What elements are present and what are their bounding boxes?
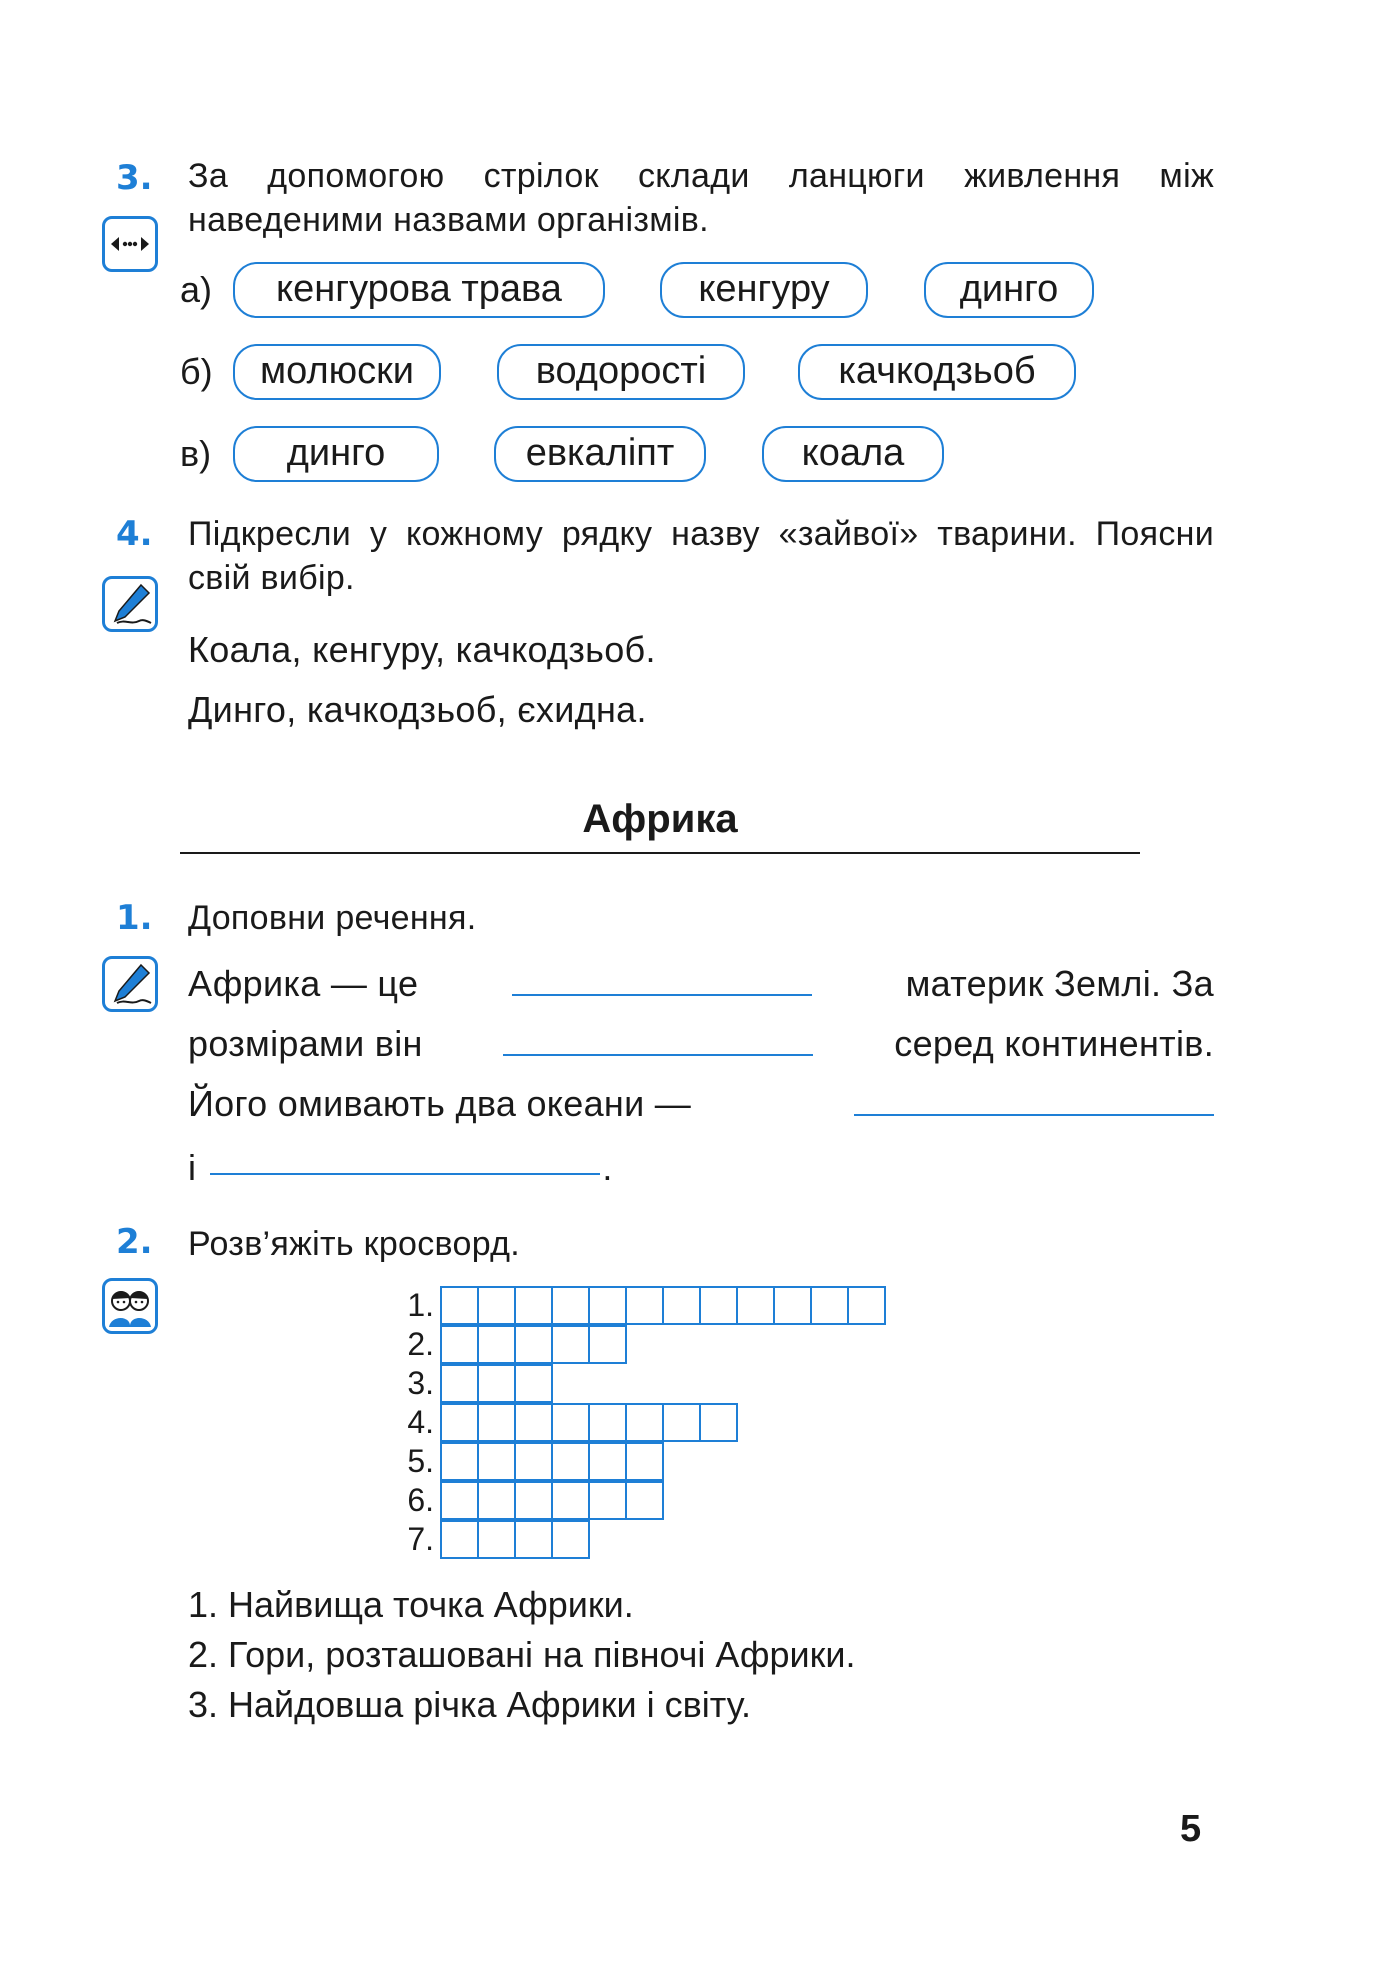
crossword-row-number: 2. — [407, 1326, 434, 1362]
crossword-cell[interactable] — [551, 1403, 590, 1442]
crossword-cell[interactable] — [514, 1364, 553, 1403]
crossword-cell[interactable] — [551, 1520, 590, 1559]
crossword-cell[interactable] — [662, 1403, 701, 1442]
task-4-line-2[interactable]: Динго, качкодзьоб, єхидна. — [188, 689, 647, 730]
crossword-cell[interactable] — [440, 1286, 479, 1325]
crossword-cell[interactable] — [588, 1481, 627, 1520]
crossword-cell[interactable] — [514, 1520, 553, 1559]
crossword-cell[interactable] — [588, 1442, 627, 1481]
sentence-line-1 — [188, 960, 1214, 1008]
section-divider — [180, 852, 1140, 854]
two-children-icon — [102, 1278, 158, 1334]
crossword-cell[interactable] — [514, 1286, 553, 1325]
pen-write-icon — [102, 576, 158, 632]
crossword-cell[interactable] — [477, 1364, 516, 1403]
organism-pill[interactable]: динго — [233, 426, 439, 482]
sentence-1-part-b: материк Землі. За — [905, 963, 1214, 1004]
crossword-cell[interactable] — [477, 1481, 516, 1520]
organism-pill[interactable]: кенгуру — [660, 262, 868, 318]
sentence-2-part-b: серед континентів. — [894, 1023, 1214, 1064]
row-v-label: в) — [180, 433, 212, 474]
crossword-row-number: 1. — [407, 1287, 434, 1323]
sentence-3-part-a: Його омивають два океани — — [188, 1083, 692, 1124]
crossword-cell[interactable] — [588, 1286, 627, 1325]
crossword-cell[interactable] — [699, 1286, 738, 1325]
crossword-cell[interactable] — [477, 1520, 516, 1559]
section-title: Африка — [582, 797, 738, 841]
row-a-label: а) — [180, 269, 213, 310]
organism-pill[interactable]: кенгурова трава — [233, 262, 605, 318]
crossword-cells — [440, 1286, 884, 1323]
crossword-cells — [440, 1364, 551, 1401]
crossword-cell[interactable] — [736, 1286, 775, 1325]
crossword-cell[interactable] — [847, 1286, 886, 1325]
crossword-cells — [440, 1520, 588, 1557]
sentence-line-2 — [188, 1020, 1214, 1068]
crossword-cell[interactable] — [625, 1481, 664, 1520]
crossword-cell[interactable] — [625, 1286, 664, 1325]
organism-pill[interactable]: евкаліпт — [494, 426, 706, 482]
sentence-line-3 — [188, 1080, 1214, 1128]
crossword-cell[interactable] — [514, 1442, 553, 1481]
crossword-row-number: 6. — [407, 1482, 434, 1518]
crossword-cell[interactable] — [440, 1481, 479, 1520]
crossword-row-number: 3. — [407, 1365, 434, 1401]
sentence-4-part-a: і — [188, 1147, 197, 1188]
organism-pill[interactable]: водорості — [497, 344, 745, 400]
answer-blank[interactable] — [503, 1054, 813, 1056]
crossword-cell[interactable] — [699, 1403, 738, 1442]
crossword-cell[interactable] — [551, 1481, 590, 1520]
crossword-row-number: 4. — [407, 1404, 434, 1440]
crossword-cell[interactable] — [440, 1520, 479, 1559]
task-4-number: 4. — [116, 514, 153, 554]
sentence-2-part-a: розмірами він — [188, 1023, 423, 1064]
crossword-cells — [440, 1325, 625, 1362]
sentence-1-part-a: Африка — це — [188, 963, 419, 1004]
clue-2: 2. Гори, розташовані на півночі Африки. — [188, 1634, 856, 1675]
crossword-cells — [440, 1481, 662, 1518]
crossword-cell[interactable] — [810, 1286, 849, 1325]
pen-write-icon — [102, 956, 158, 1012]
answer-blank[interactable] — [210, 1173, 600, 1175]
crossword-cell[interactable] — [551, 1325, 590, 1364]
crossword-cell[interactable] — [625, 1442, 664, 1481]
clue-3: 3. Найдовша річка Африки і світу. — [188, 1684, 751, 1725]
crossword-row-number: 5. — [407, 1443, 434, 1479]
crossword-cell[interactable] — [440, 1364, 479, 1403]
sentence-line-4 — [188, 1144, 613, 1192]
crossword-cell[interactable] — [551, 1442, 590, 1481]
crossword-cell[interactable] — [551, 1286, 590, 1325]
organism-pill[interactable]: динго — [924, 262, 1094, 318]
page-number: 5 — [1180, 1808, 1202, 1850]
task-4-text: Підкресли у кожному рядку назву «зайвої» тварини. Поясни свій вибір. — [188, 515, 1214, 597]
crossword-cell[interactable] — [514, 1481, 553, 1520]
task-1-text: Доповни речення. — [188, 899, 477, 937]
crossword-cell[interactable] — [588, 1403, 627, 1442]
crossword-cell[interactable] — [773, 1286, 812, 1325]
clue-1: 1. Найвища точка Африки. — [188, 1584, 634, 1625]
answer-blank[interactable] — [854, 1114, 1214, 1116]
task-2-text: Розв’яжіть кросворд. — [188, 1225, 521, 1263]
task-2-number: 2. — [116, 1222, 153, 1262]
crossword-cell[interactable] — [440, 1442, 479, 1481]
crossword-cell[interactable] — [477, 1403, 516, 1442]
crossword-cell[interactable] — [477, 1286, 516, 1325]
task-3-text: За допомогою стрілок склади ланцюги живлення між наведеними назвами організмів. — [188, 157, 1214, 239]
organism-pill[interactable]: качкодзьоб — [798, 344, 1076, 400]
crossword-cell[interactable] — [477, 1442, 516, 1481]
task-3-number: 3. — [116, 158, 153, 198]
crossword-cells — [440, 1403, 736, 1440]
crossword-cell[interactable] — [662, 1286, 701, 1325]
crossword-row-number: 7. — [407, 1521, 434, 1557]
row-b-label: б) — [180, 351, 213, 392]
crossword-cell[interactable] — [588, 1325, 627, 1364]
double-arrow-icon — [102, 216, 158, 272]
sentence-4-part-b: . — [602, 1147, 613, 1188]
crossword-cell[interactable] — [477, 1325, 516, 1364]
crossword-cell[interactable] — [625, 1403, 664, 1442]
crossword-cell[interactable] — [514, 1325, 553, 1364]
answer-blank[interactable] — [512, 994, 812, 996]
task-4-line-1[interactable]: Коала, кенгуру, качкодзьоб. — [188, 629, 656, 670]
organism-pill[interactable]: молюски — [233, 344, 441, 400]
crossword-cell[interactable] — [514, 1403, 553, 1442]
task-1-number: 1. — [116, 898, 153, 938]
organism-pill[interactable]: коала — [762, 426, 944, 482]
crossword-cell[interactable] — [440, 1325, 479, 1364]
crossword-cells — [440, 1442, 662, 1479]
crossword-cell[interactable] — [440, 1403, 479, 1442]
